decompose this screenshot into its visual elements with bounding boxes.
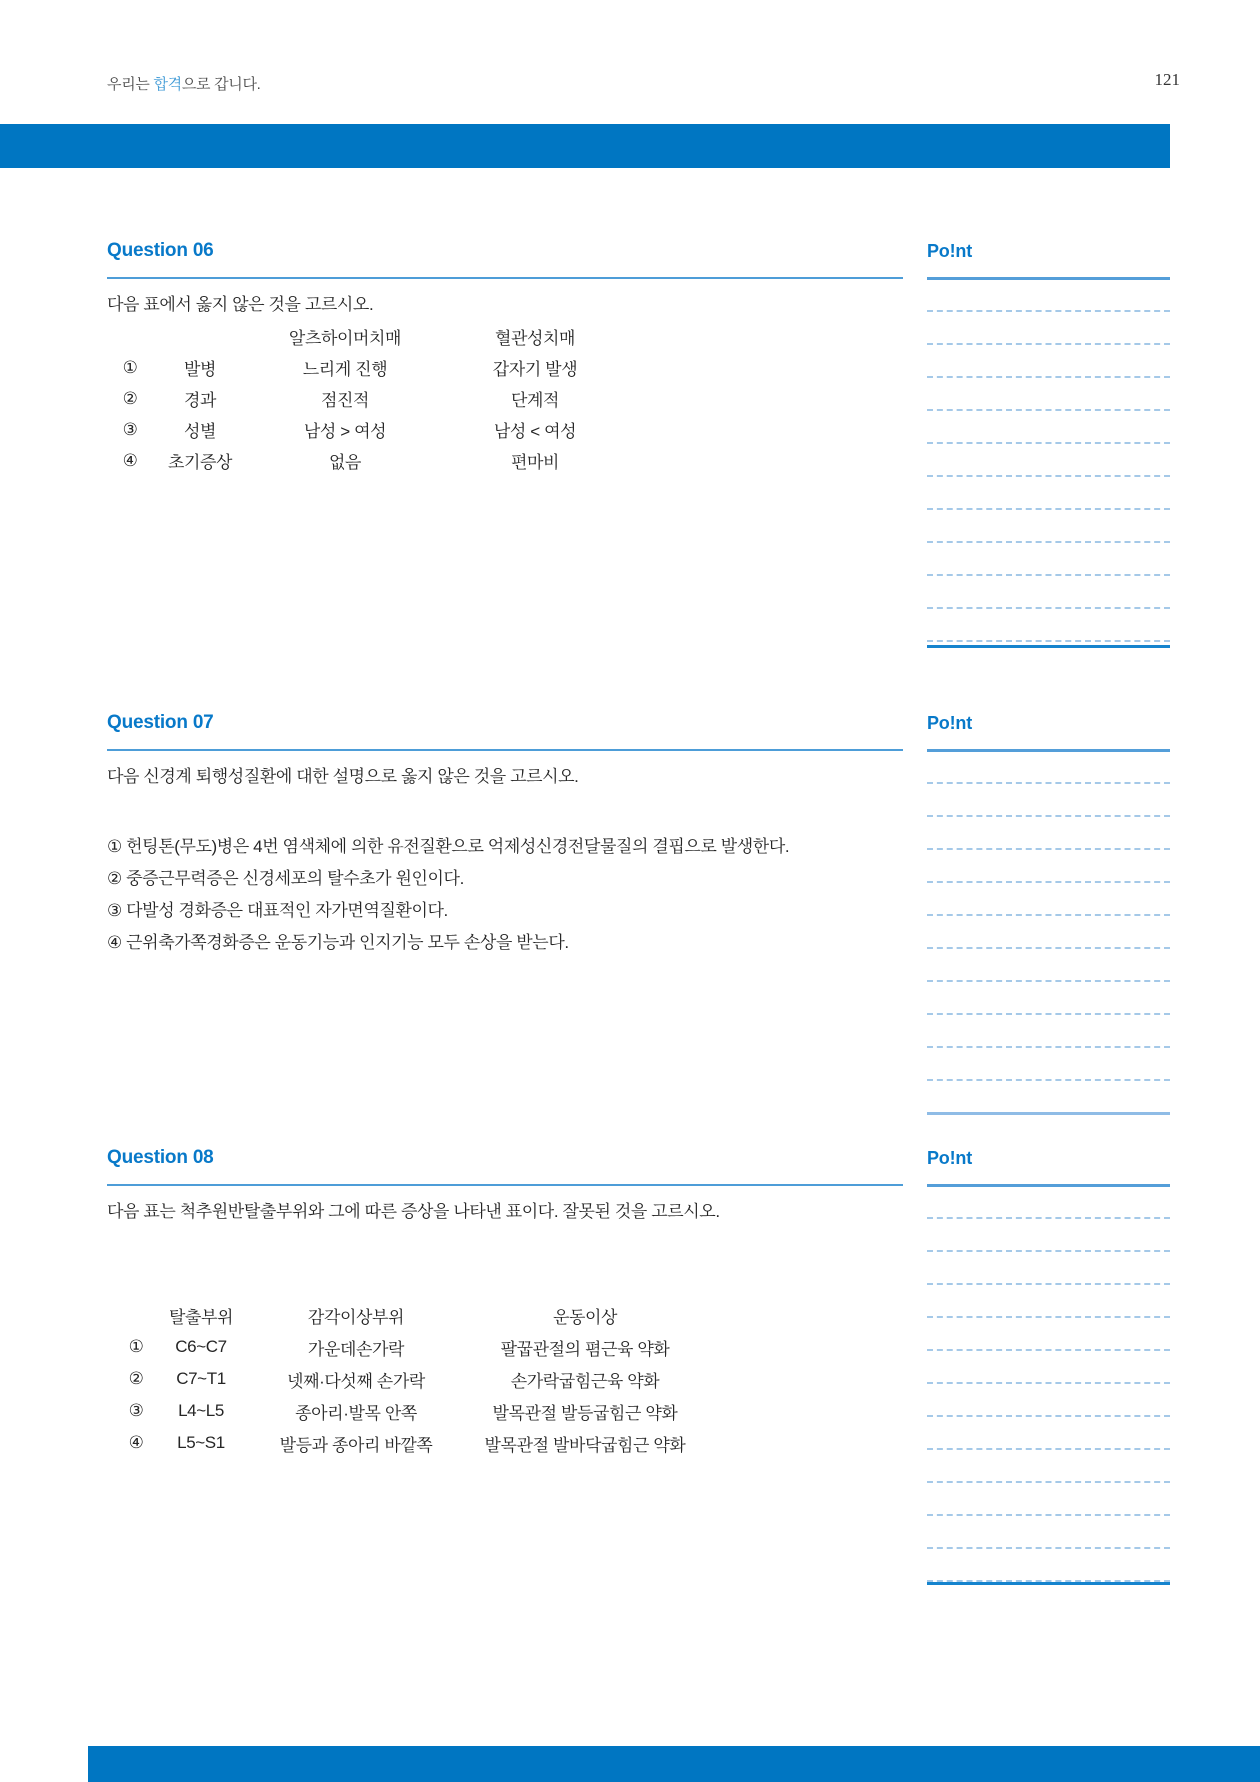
note-line	[927, 817, 1170, 850]
question-08-prompt: 다음 표는 척추원반탈출부위와 그에 따른 증상을 나타낸 표이다. 잘못된 것을 고르시오.	[107, 1202, 720, 1221]
q7-option-2: ② 중증근무력증은 신경세포의 탈수초가 원인이다.	[107, 869, 464, 888]
slogan-post: 으로 갑니다.	[181, 76, 261, 93]
note-line	[927, 1285, 1170, 1318]
note-line	[927, 312, 1170, 345]
note-line	[927, 345, 1170, 378]
q7-option-4: ④ 근위축가쪽경화증은 운동기능과 인지기능 모두 손상을 받는다.	[107, 933, 569, 952]
q6-comparison-table	[107, 321, 627, 476]
note-line	[927, 609, 1170, 642]
q6-option-number: ④	[122, 450, 138, 470]
question-07-title: Question 07	[107, 712, 214, 733]
q8-row-level: C6~C7	[175, 1337, 227, 1356]
note-line	[927, 751, 1170, 784]
question-06-section	[107, 240, 903, 480]
note-line	[927, 784, 1170, 817]
note-line	[927, 1450, 1170, 1483]
point-label: Po!nt	[927, 1148, 972, 1168]
note-line	[927, 1219, 1170, 1252]
q7-options	[107, 831, 789, 959]
note-line	[927, 1384, 1170, 1417]
note-area	[927, 279, 1170, 642]
q6-option-number: ②	[122, 388, 138, 408]
q8-cell: 가운데손가락	[307, 1339, 405, 1359]
note-line	[927, 1549, 1170, 1582]
q8-row-level: C7~T1	[176, 1369, 226, 1388]
note-area	[927, 1186, 1170, 1582]
note-line	[927, 883, 1170, 916]
slogan-pre: 우리는	[107, 76, 154, 93]
q6-row-label: 초기증상	[167, 453, 233, 472]
point-label: Po!nt	[927, 713, 972, 733]
q8-option-number: ③	[128, 1401, 144, 1420]
note-line	[927, 1186, 1170, 1219]
q6-header-alzheimer: 알츠하이머치매	[288, 329, 402, 348]
point-bottom-rule	[927, 645, 1170, 648]
q8-header-sensory: 감각이상부위	[307, 1307, 405, 1327]
q8-cell: 넷째·다섯째 손가락	[287, 1371, 425, 1391]
q7-option-1: ① 헌팅톤(무도)병은 4번 염색체에 의한 유전질환으로 억제성신경전달물질의 결핍으로 발생한다.	[107, 837, 790, 856]
q6-cell: 없음	[328, 453, 362, 472]
q8-cell: 발목관절 발바닥굽힘근 약화	[484, 1435, 686, 1455]
note-line	[927, 1483, 1170, 1516]
q6-cell: 편마비	[510, 453, 560, 472]
q8-cell: 발등과 종아리 바깥쪽	[279, 1435, 433, 1455]
note-line	[927, 949, 1170, 982]
q6-cell: 느리게 진행	[302, 360, 388, 379]
q8-row-level: L5~S1	[177, 1433, 225, 1452]
note-line	[927, 411, 1170, 444]
q6-header-blank	[107, 321, 153, 352]
note-line	[927, 576, 1170, 609]
slogan-highlight: 합격	[153, 76, 182, 93]
page-number: 121	[1154, 70, 1180, 89]
header-banner	[0, 124, 1170, 168]
question-06-title: Question 06	[107, 240, 214, 261]
q6-header-vascular: 혈관성치매	[494, 329, 576, 348]
note-line	[927, 982, 1170, 1015]
question-08-section	[107, 1147, 903, 1463]
question-06-rule	[107, 277, 903, 279]
point-bottom-rule	[927, 1112, 1170, 1115]
question-08-title: Question 08	[107, 1147, 214, 1168]
q8-cell: 팔꿉관절의 폄근육 약화	[500, 1339, 670, 1359]
note-line	[927, 1048, 1170, 1081]
note-line	[927, 543, 1170, 576]
note-line	[927, 1081, 1170, 1114]
note-line	[927, 477, 1170, 510]
q8-header-site: 탈출부위	[168, 1307, 234, 1327]
note-line	[927, 1417, 1170, 1450]
q8-option-number: ①	[128, 1337, 144, 1356]
note-line	[927, 1318, 1170, 1351]
question-07-prompt: 다음 신경계 퇴행성질환에 대한 설명으로 옳지 않은 것을 고르시오.	[107, 767, 579, 786]
q6-cell: 점진적	[320, 391, 370, 410]
q8-option-number: ②	[128, 1369, 144, 1388]
q6-row-label: 경과	[183, 391, 217, 410]
question-06-prompt: 다음 표에서 옳지 않은 것을 고르시오.	[107, 295, 374, 314]
q6-option-number: ①	[122, 357, 138, 377]
q6-cell: 단계적	[510, 391, 560, 410]
note-line	[927, 916, 1170, 949]
q8-disc-table	[107, 1299, 695, 1459]
point-label: Po!nt	[927, 241, 972, 261]
note-line	[927, 444, 1170, 477]
q6-cell: 남성 > 여성	[303, 422, 387, 441]
q8-option-number: ④	[128, 1433, 144, 1452]
note-line	[927, 1516, 1170, 1549]
q6-cell: 남성 < 여성	[493, 422, 577, 441]
q8-cell: 종아리·발목 안쪽	[295, 1403, 417, 1423]
note-area	[927, 751, 1170, 1114]
point-panel-q6	[927, 240, 1170, 648]
note-line	[927, 1015, 1170, 1048]
brand-slogan	[107, 73, 261, 94]
q6-header-blank	[153, 321, 247, 352]
footer-banner	[88, 1746, 1260, 1782]
q8-header-blank	[107, 1299, 165, 1331]
point-panel-q8	[927, 1147, 1170, 1585]
note-line	[927, 850, 1170, 883]
q6-cell: 갑자기 발생	[492, 360, 578, 379]
q7-option-3: ③ 다발성 경화증은 대표적인 자가면역질환이다.	[107, 901, 448, 920]
point-panel-q7	[927, 712, 1170, 1115]
q6-option-number: ③	[122, 419, 138, 439]
question-07-section	[107, 712, 903, 962]
q8-row-level: L4~L5	[178, 1401, 224, 1420]
note-line	[927, 279, 1170, 312]
note-line	[927, 1252, 1170, 1285]
q8-header-motor: 운동이상	[552, 1307, 618, 1327]
note-line	[927, 510, 1170, 543]
point-bottom-rule	[927, 1582, 1170, 1585]
q8-cell: 발목관절 발등굽힘근 약화	[492, 1403, 678, 1423]
q6-row-label: 발병	[183, 360, 217, 379]
question-08-rule	[107, 1184, 903, 1186]
note-line	[927, 1351, 1170, 1384]
question-07-rule	[107, 749, 903, 751]
q8-cell: 손가락굽힘근육 약화	[510, 1371, 660, 1391]
q6-row-label: 성별	[183, 422, 217, 441]
note-line	[927, 378, 1170, 411]
